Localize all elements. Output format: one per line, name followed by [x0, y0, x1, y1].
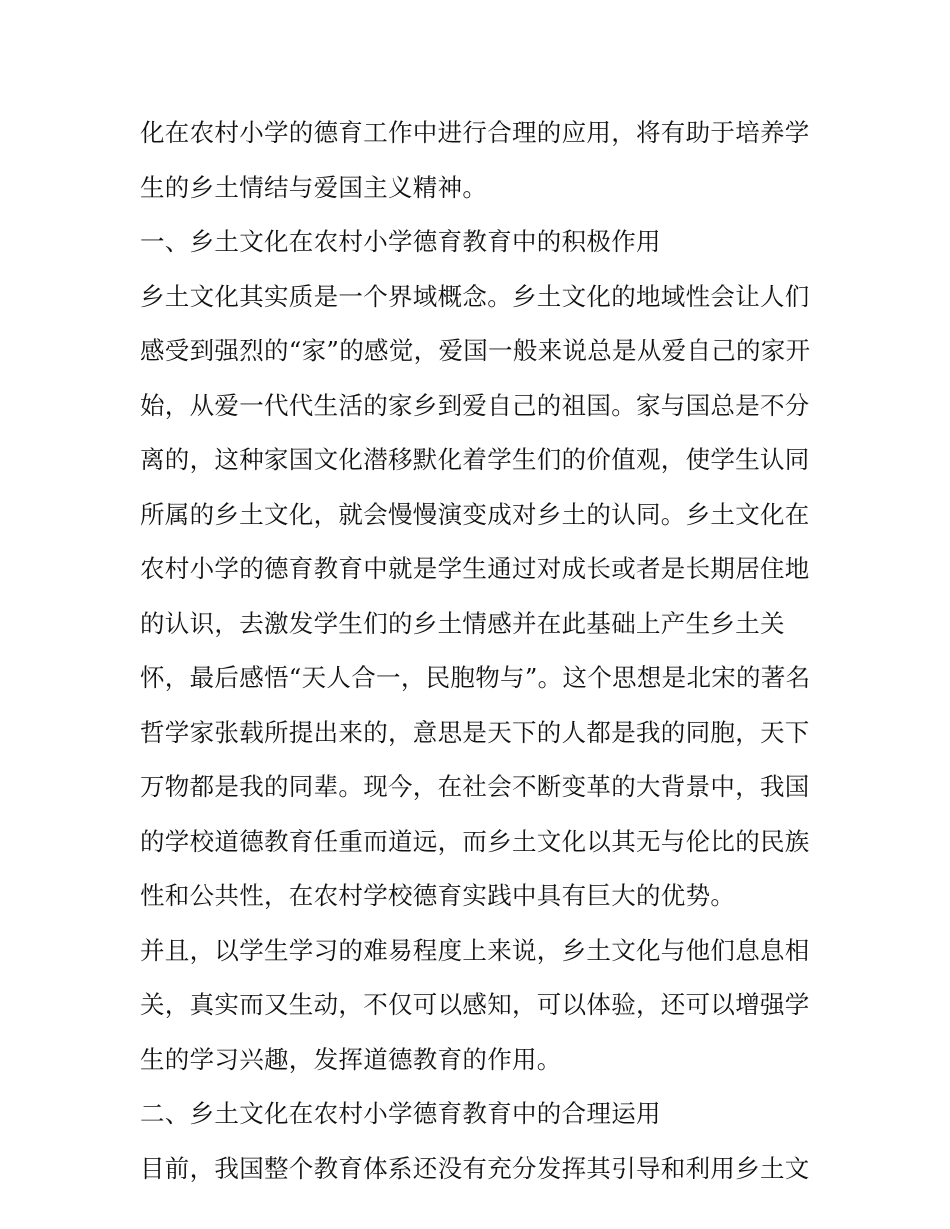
text-line: 离的，这种家国文化潜移默化着学生们的价值观，使学生认同: [140, 445, 810, 474]
text-line: 的认识，去激发学生们的乡土情感并在此基础上产生乡土关: [140, 608, 785, 638]
text-line: 哲学家张载所提出来的，意思是天下的人都是我的同胞，天下: [140, 717, 810, 747]
text-line: 万物都是我的同辈。现今，在社会不断变革的大背景中，我国: [140, 772, 810, 801]
text-line: 目前，我国整个教育体系还没有充分发挥其引导和利用乡土文: [140, 1153, 810, 1183]
text-line: 始，从爱一代代生活的家乡到爱自己的祖国。家与国总是不分: [140, 390, 810, 420]
text-line: 农村小学的德育教育中就是学生通过对成长或者是长期居住地: [140, 554, 810, 583]
text-line: 化在农村小学的德育工作中进行合理的应用，将有助于培养学: [140, 118, 810, 147]
body-text: [140, 106, 820, 1196]
text-line: 所属的乡土文化，就会慢慢演变成对乡土的认同。乡土文化在: [140, 499, 810, 529]
text-line: 怀，最后感悟“天人合一，民胞物与”。这个思想是北宋的著名: [140, 663, 811, 692]
text-line: 感受到强烈的“家”的感觉，爱国一般来说总是从爱自己的家开: [140, 336, 811, 365]
text-line: 的学校道德教育任重而道远，而乡土文化以其无与伦比的民族: [140, 826, 810, 856]
text-line: 乡土文化其实质是一个界域概念。乡土文化的地域性会让人们: [140, 281, 810, 311]
text-line: 生的学习兴趣，发挥道德教育的作用。: [140, 1044, 562, 1074]
section-heading-1: 一、乡土文化在农村小学德育教育中的积极作用: [140, 227, 661, 256]
text-line: 性和公共性，在农村学校德育实践中具有巨大的优势。: [140, 881, 736, 910]
text-line: 并且，以学生学习的难易程度上来说，乡土文化与他们息息相: [140, 935, 810, 965]
text-line: 生的乡土情结与爱国主义精神。: [140, 172, 488, 202]
text-line: 关，真实而又生动，不仅可以感知，可以体验，还可以增强学: [140, 990, 810, 1019]
section-heading-2: 二、乡土文化在农村小学德育教育中的合理运用: [140, 1099, 661, 1128]
